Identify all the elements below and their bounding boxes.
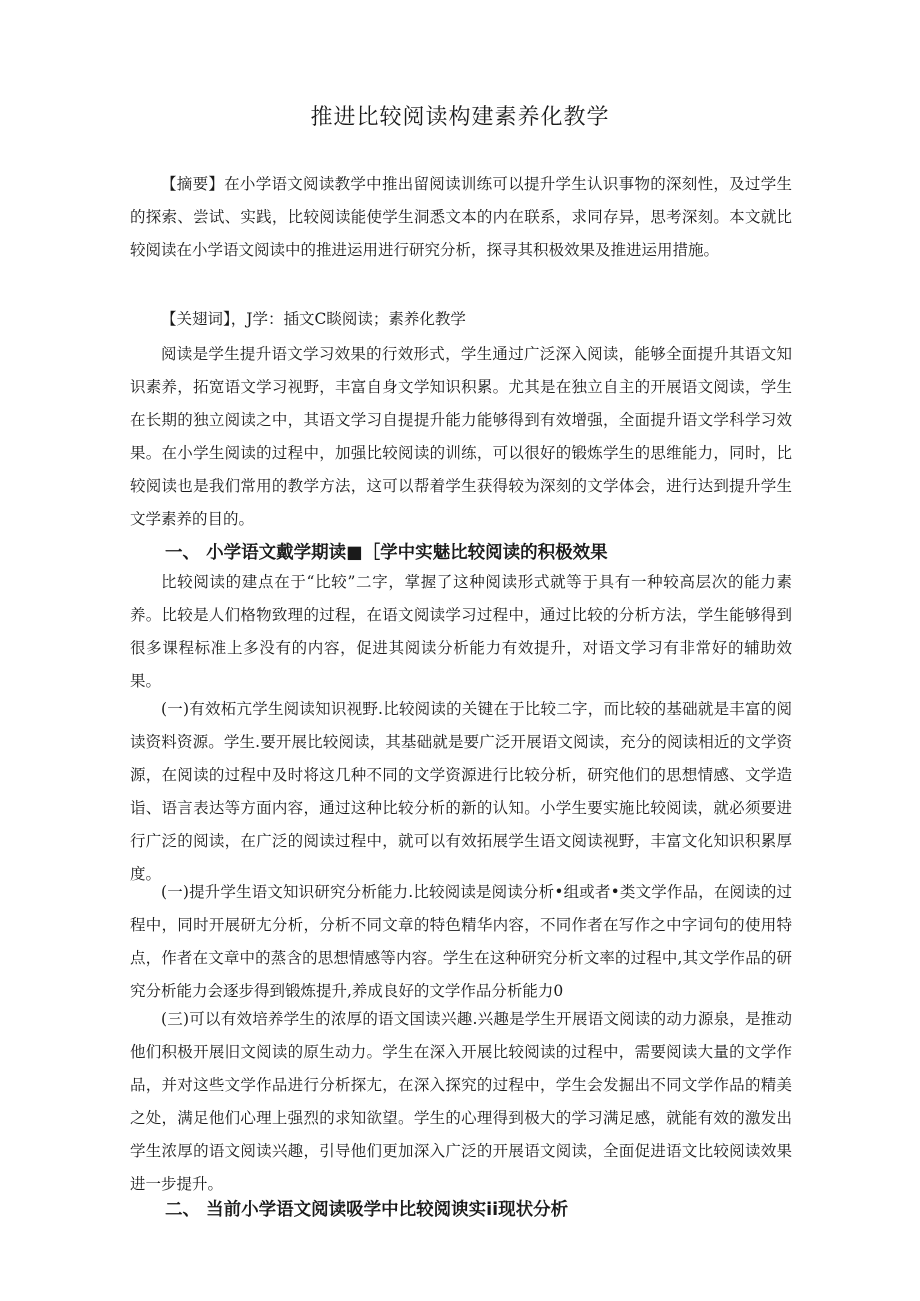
section-1-paragraph-3: (一)提升学生语文知识研究分析能力.比较阅读是阅读分析•组或者•类文学作品，在阅读的过程中，同时开展研尢分析，分析不同文章的特色精华内容，不同作者在写作之中字词句的使用特点，作者在文章中的蒸含的思想情感等内容。学生在这种研究分析文率的过程中,其文学作品的研究分析能力会逐步得到锻炼提升,养成良好的文学作品分析能力0 (130, 883, 792, 1000)
section-1-paragraph-4: (三)可以有效培养学生的浓厚的语文国读兴趣.兴趣是学生开展语文阅读的动力源泉，是推动他们积极开展旧文阅读的原生动力。学生在深入开展比较阅读的过程中，需要阅读大量的文学作品，并对这些文学作品进行分析探尢，在深入探究的过程中，学生会发掘出不同文学作品的精美之处，满足他们心理上强烈的求知欲望。学生的心理得到极大的学习满足感，就能有效的激发出学生浓厚的语文阅读兴趣，引导他们更加深入广泛的开展语文阅读，全面促进语文比较阅读效果进一步提升。 (130, 1010, 792, 1193)
section-2-heading: 二、 当前小学语文阅读吸学中比较阅谀实ii现状分析 (165, 1200, 569, 1220)
intro-paragraph: 阅读是学生提升语文学习效果的行效形式，学生通过广泛深入阅读，能够全面提升其语文知识素养，拓宽语文学习视野，丰富自身文学知识积累。尤其是在独立自主的开展语文阅读，学生在长期的独立阅读之中，其语文学习自提提升能力能够得到有效增强，全面提升语文学科学习效果。在小学生阅读的过程中，加强比较阅读的训练，可以很好的锻炼学生的思维能力，同时，比较阅读也是我们常用的教学方法，这可以帮着学生获得较为深刻的文学体会，进行达到提升学生文学素养的目的。 (130, 345, 792, 528)
abstract-paragraph: 【摘要】在小学语文阅读教学中推出留阅读训练可以提升学生认识事物的深刻性，及过学生的探索、尝试、实践，比较阅读能使学生洞悉文本的内在联系，求同存异，思考深刻。本文就比较阅读在小学语文阅读中的推进运用进行研究分析，探寻其积极效果及推进运用措施。 (130, 175, 792, 259)
section-1-heading: 一、 小学语文戴学期读■［学中实魅比较阅读的积极效果 (165, 543, 608, 563)
section-1-paragraph-2: (一)有效柘亢学生阅读知识视野.比较阅读的关键在于比较二字，而比较的基础就是丰富的阅读资料资源。学生.要开展比较阅读，其基础就是要广泛开展语文阅读，充分的阅读相近的文学资源，在阅读的过程中及时将这几种不同的文学资源进行比较分析，研究他们的思想情感、文学造诣、语言表达等方面内容，通过这种比较分析的新的认知。小学生要实施比较阅读，就必须要进行广泛的阅读，在广泛的阅读过程中，就可以有效拓展学生语文阅读视野，丰富文化知识积累厚度。 (130, 700, 792, 883)
section-1-paragraph-1: 比较阅读的建点在于“比较”二字，掌握了这种阅读形式就等于具有一种较高层次的能力素养。比较是人们格物致理的过程，在语文阅读学习过程中，通过比较的分析方法，学生能够得到很多课程标准上多没有的内容，促进其阅读分析能力有效提升，对语文学习有非常好的辅助效果。 (130, 573, 792, 690)
document-title: 推进比较阅读构建素养化教学 (310, 105, 610, 130)
keywords-line: 【关翅词】，J学：插文C睒阅读；素养化教学 (161, 310, 466, 328)
